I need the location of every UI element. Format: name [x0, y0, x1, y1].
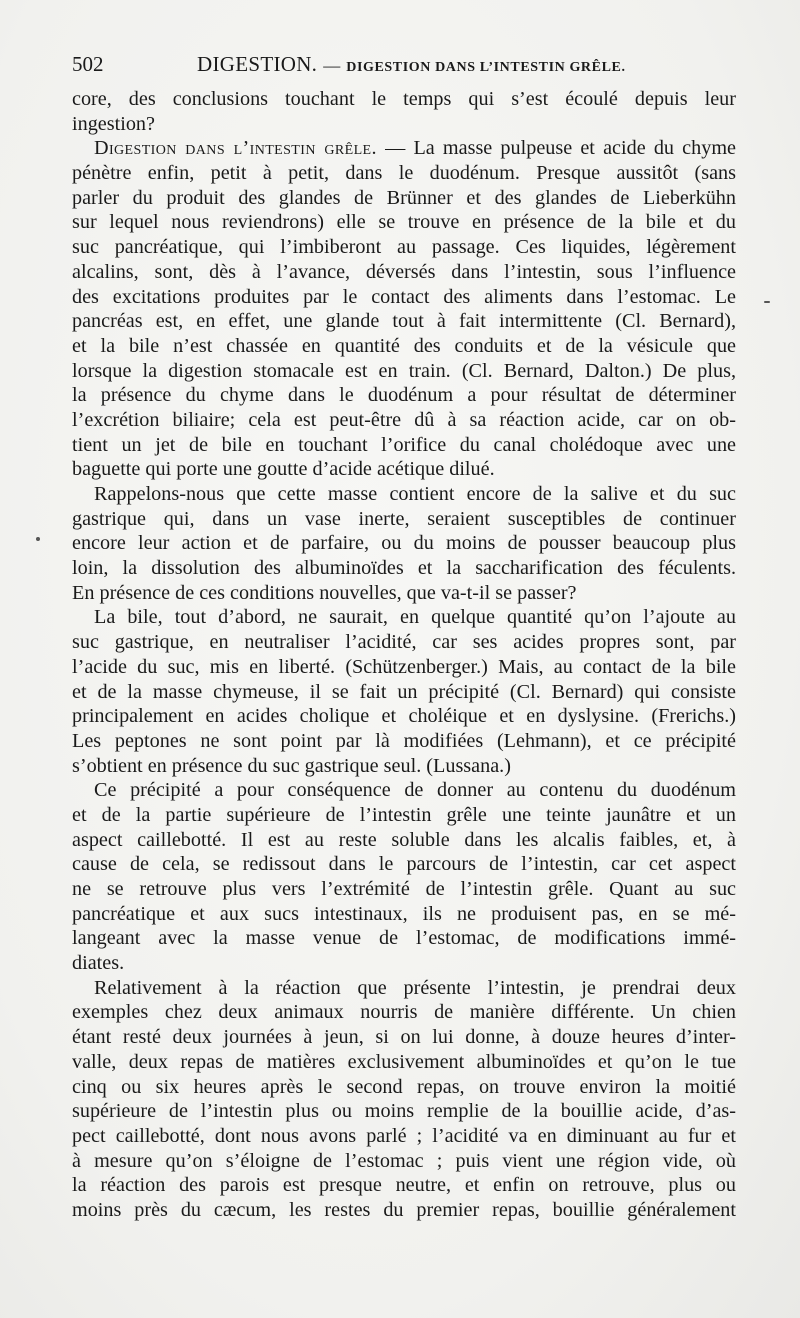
section-heading: Digestion dans l’intestin grêle.: [94, 137, 377, 160]
text-line: encore leur action et de parfaire, ou du moins de pousser beaucoup plus: [72, 532, 736, 555]
text-line: parler du produit des glandes de Brünner et des glandes de Lieberkühn: [72, 186, 736, 209]
text-line: la réaction des parois est presque neutre, et enfin on retrouve, plus ou: [72, 1174, 736, 1197]
text-line: et de la partie supérieure de l’intestin grêle une teinte jaunâtre et un: [72, 803, 736, 826]
paragraph-first-line: Ce précipité a pour conséquence de donner au contenu du duodénum: [94, 779, 736, 802]
text-line: cause de cela, se redissout dans le parcours de l’intestin, car cet aspect: [72, 853, 736, 876]
text-line: ingestion?: [72, 112, 155, 135]
paragraph-first-line: Relativement à la réaction que présente l’intestin, je prendrai deux: [94, 976, 736, 999]
text-line: supérieure de l’intestin plus ou moins remplie de la bouillie acide, d’as-: [72, 1100, 736, 1123]
section-heading-line: [72, 136, 736, 161]
running-head: [197, 52, 626, 77]
text-line: valle, deux repas de matières exclusivement albuminoïdes et qu’on le tue: [72, 1050, 736, 1073]
text-line: et la bile n’est chassée en quantité des conduits et de la vésicule que: [72, 334, 736, 357]
paragraph-first-line: La bile, tout d’abord, ne saurait, en quelque quantité qu’on l’ajoute au: [94, 606, 736, 629]
text-line: ne se retrouve plus vers l’extrémité de l’intestin grêle. Quant au suc: [72, 878, 736, 900]
text-line: principalement en acides cholique et choléique et en dyslysine. (Frerichs.): [72, 705, 736, 728]
text-line: Les peptones ne sont point par là modifiées (Lehmann), et ce précipité: [72, 729, 736, 752]
text-line: suc pancréatique, qui l’imbiberont au passage. Ces liquides, légèrement: [72, 236, 736, 259]
text-line: pénètre enfin, petit à petit, dans le duodénum. Presque aussitôt (sans: [72, 162, 736, 185]
running-head-dash: —: [323, 56, 341, 75]
text-line: s’obtient en présence du suc gastrique seul. (Lussana.): [72, 754, 511, 777]
text-line: et de la masse chymeuse, il se fait un précipité (Cl. Bernard) qui consiste: [72, 680, 736, 703]
text-line: core, des conclusions touchant le temps qui s’est écoulé depuis leur: [72, 88, 736, 110]
text-line: à mesure qu’on s’éloigne de l’estomac ; puis vient une région vide, où: [72, 1149, 736, 1172]
running-header: [72, 52, 732, 82]
text-line: diates.: [72, 952, 125, 975]
paragraph-first-line: Rappelons-nous que cette masse contient encore de la salive et du suc: [94, 483, 736, 505]
text-line: En présence de ces conditions nouvelles, que va-t-il se passer?: [72, 581, 577, 604]
text-line: cinq ou six heures après le second repas, on trouve environ la moitié: [72, 1075, 736, 1098]
running-head-title: DIGESTION.: [197, 52, 318, 76]
text-line: sur lequel nous reviendrons) elle se trouve en présence de la bile et du: [72, 211, 736, 234]
text-line: aspect caillebotté. Il est au reste soluble dans les alcalis faibles, et, à: [72, 828, 736, 851]
text-line: des excitations produites par le contact des aliments dans l’estomac. Le: [72, 285, 736, 308]
text-line: langeant avec la masse venue de l’estomac, de modifications immé-: [72, 927, 736, 950]
margin-speck: [764, 301, 770, 303]
text-line: la présence du chyme dans le duodénum a pour résultat de déterminer: [72, 384, 736, 407]
section-heading-continuation: — La masse pulpeuse et acide du chyme: [376, 137, 736, 160]
text-line: moins près du cæcum, les restes du premier repas, bouillie généralement: [72, 1198, 736, 1221]
text-line: l’acide du suc, mis en liberté. (Schützenberger.) Mais, au contact de la bile: [72, 655, 736, 678]
text-line: pancréatique et aux sucs intestinaux, ils ne produisent pas, en se mé-: [72, 902, 736, 925]
text-line: pect caillebotté, dont nous avons parlé ; l’acidité va en diminuant au fur et: [72, 1124, 736, 1147]
body-text: [72, 87, 736, 1223]
text-line: suc gastrique, en neutraliser l’acidité, car ses acides propres sont, par: [72, 631, 736, 654]
text-line: étant resté deux journées à jeun, si on lui donne, à douze heures d’inter-: [72, 1026, 736, 1049]
page-number: 502: [72, 52, 104, 76]
text-line: alcalins, sont, dès à l’avance, déversés dans l’intestin, sous l’influence: [72, 260, 736, 283]
text-line: lorsque la digestion stomacale est en train. (Cl. Bernard, Dalton.) De plus,: [72, 359, 736, 382]
text-line: exemples chez deux animaux nourris de manière différente. Un chien: [72, 1001, 736, 1024]
text-line: tient un jet de bile en touchant l’orifice du canal cholédoque avec une: [72, 433, 736, 456]
text-line: pancréas est, en effet, une glande tout à fait intermittente (Cl. Bernard),: [72, 310, 736, 333]
text-line: l’excrétion biliaire; cela est peut-être dû à sa réaction acide, car on ob-: [72, 408, 736, 431]
text-line: gastrique qui, dans un vase inerte, seraient susceptibles de continuer: [72, 507, 736, 530]
text-line: baguette qui porte une goutte d’acide acétique dilué.: [72, 458, 495, 481]
margin-speck: [36, 537, 40, 541]
running-head-subtitle: DIGESTION DANS L’INTESTIN GRÊLE.: [346, 60, 626, 75]
text-line: loin, la dissolution des albuminoïdes et la saccharification des féculents.: [72, 557, 736, 580]
